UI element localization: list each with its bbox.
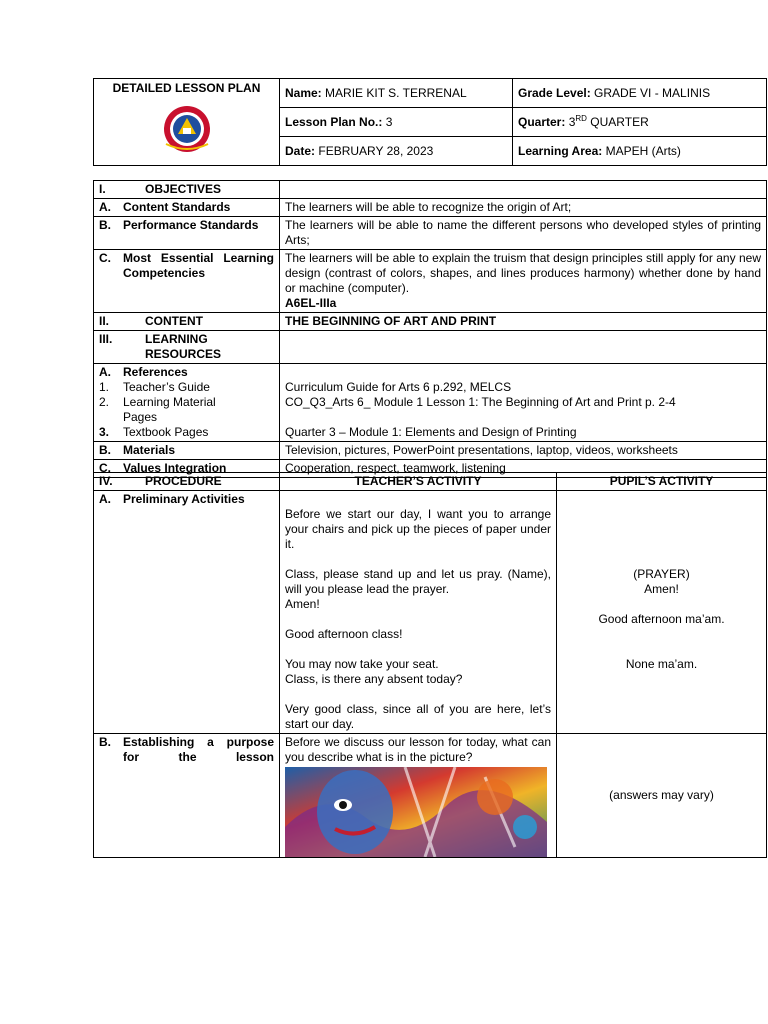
grade-cell: Grade Level: GRADE VI - MALINIS [513,79,767,108]
values-label: C. Values Integration [94,460,280,478]
area-cell: Learning Area: MAPEH (Arts) [513,137,767,166]
objectives-table [93,180,767,478]
content-standards-text: The learners will be able to recognize the origin of Art; [280,199,767,217]
quarter-value: QUARTER [590,114,649,129]
textbook-pages-text: Quarter 3 – Module 1: Elements and Design of Printing [285,425,577,439]
materials-label: B. Materials [94,442,280,460]
performance-standards-text: The learners will be able to name the different persons who developed styles of printing Arts; [280,217,767,250]
pupil-activity-heading: PUPIL’S ACTIVITY [557,473,767,491]
purpose-pupil-cell: (answers may vary) [557,734,767,858]
purpose-label: B. Establishing a purpose for the lesson [94,734,280,858]
performance-standards-label: B. Performance Standards [94,217,280,250]
content-standards-label: A. Content Standards [94,199,280,217]
teacher-activity-heading: TEACHER’S ACTIVITY [280,473,557,491]
references-cell: A. References 1. Teacher’s Guide 2. Learning Material Pages 3. Textbook Pages [94,364,280,442]
school-logo [156,104,218,154]
date-cell: Date: FEBRUARY 28, 2023 [280,137,513,166]
preliminary-label: A. Preliminary Activities [94,491,280,734]
textbook-pages-label: Textbook Pages [123,425,209,439]
name-cell: Name: MARIE KIT S. TERRENAL [280,79,513,108]
competencies-cell [280,250,767,313]
header-table [93,78,767,166]
quarter-cell: Quarter: 3RD QUARTER [513,108,767,137]
teacher-name: MARIE KIT S. TERRENAL [325,85,467,100]
title-cell [94,79,280,166]
content-text: THE BEGINNING OF ART AND PRINT [280,313,767,331]
procedure-table [93,472,767,858]
competencies-text: The learners will be able to explain the truism that design principles still apply for any new design (contrast of colors, shapes, and lines produces harmony) whether done by hand or machine (computer). [285,251,761,295]
document-title: DETAILED LESSON PLAN [112,81,261,95]
preliminary-teacher-cell: Before we start our day, I want you to arrange your chairs and pick up the pieces of paper under it. Class, please stand up and let us pray. (Name), will you please lead the prayer. Amen! Good afternoon class! You may now take your seat. Class, is there any absent today? Very good class, since all of you are here, let’s start our day. [280,491,557,734]
plan-number: 3 [385,114,393,129]
grade-level: GRADE VI - MALINIS [594,85,711,100]
learning-material-text: CO_Q3_Arts 6_ Module 1 Lesson 1: The Beginning of Art and Print p. 2-4 [285,395,676,409]
competency-code: A6EL-IIIa [285,296,337,310]
plan-cell: Lesson Plan No.: 3 [280,108,513,137]
objectives-heading: I. OBJECTIVES [94,181,280,199]
materials-text: Television, pictures, PowerPoint presentations, laptop, videos, worksheets [280,442,767,460]
values-text: Cooperation, respect, teamwork, listening [280,460,767,478]
references-text-cell [280,364,767,442]
learning-material-label: Learning Material Pages [123,395,216,424]
procedure-heading: IV. PROCEDURE [94,473,280,491]
teachers-guide-text: Curriculum Guide for Arts 6 p.292, MELCS [285,380,512,394]
competencies-label: C. Most Essential Learning Competencies [94,250,280,313]
teachers-guide-label: Teacher’s Guide [123,380,210,394]
learning-area: MAPEH (Arts) [605,143,681,158]
content-label: II. CONTENT [94,313,280,331]
resources-label: III. LEARNING RESOURCES [94,331,280,364]
preliminary-pupil-cell: (PRAYER) Amen! Good afternoon ma’am. None ma’am. [557,491,767,734]
artwork-image [285,767,547,857]
lesson-date: FEBRUARY 28, 2023 [318,143,434,158]
purpose-teacher-cell: Before we discuss our lesson for today, what can you describe what is in the picture? [280,734,557,858]
